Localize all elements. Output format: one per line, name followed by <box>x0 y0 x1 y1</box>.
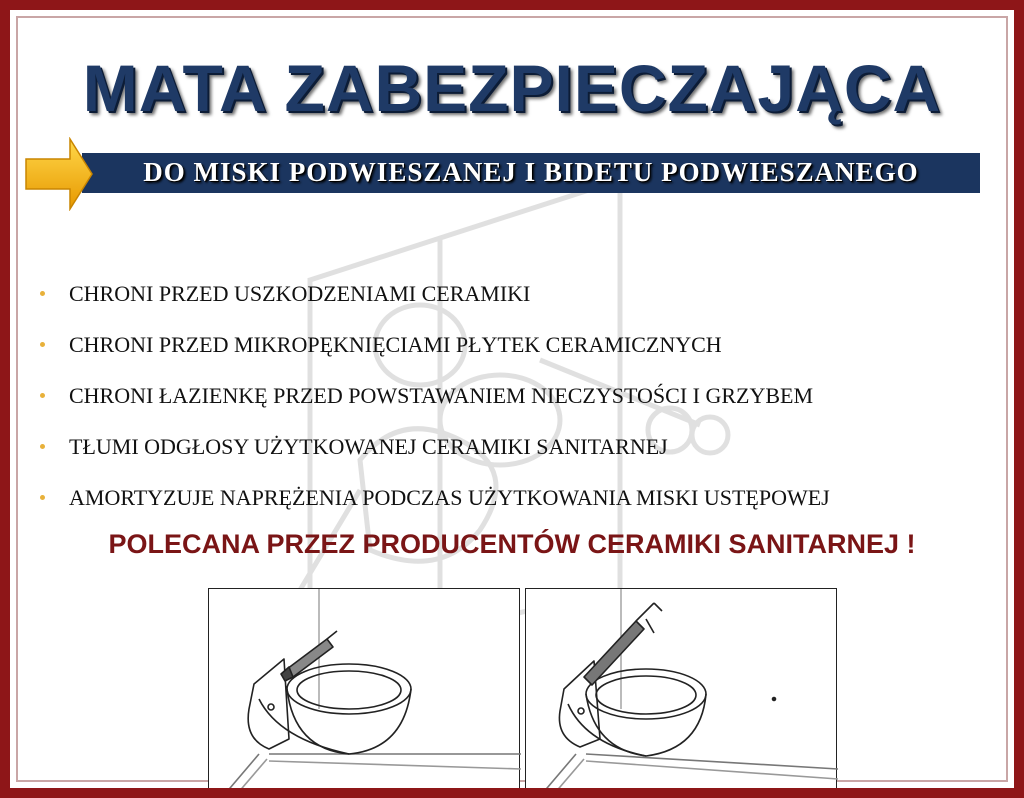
arrow-right-icon <box>24 137 94 211</box>
list-item <box>40 268 830 319</box>
feature-text: AMORTYZUJE NAPRĘŻENIA PODCZAS UŻYTKOWANIA MISKI USTĘPOWEJ <box>69 484 830 510</box>
feature-text: CHRONI ŁAZIENKĘ PRZED POWSTAWANIEM NIECZYSTOŚCI I GRZYBEM <box>69 382 814 408</box>
feature-text: CHRONI PRZED MIKROPĘKNIĘCIAMI PŁYTEK CERAMICZNYCH <box>69 331 722 357</box>
bullet-icon <box>40 393 45 398</box>
subtitle: DO MISKI PODWIESZANEJ I BIDETU PODWIESZANEGO <box>143 157 919 187</box>
feature-text: TŁUMI ODGŁOSY UŻYTKOWANEJ CERAMIKI SANITARNEJ <box>69 433 668 459</box>
toilet-caulking-gun-illustration <box>526 589 838 798</box>
list-item <box>40 421 830 472</box>
subtitle-bar <box>82 153 980 193</box>
recommendation-banner: POLECANA PRZEZ PRODUCENTÓW CERAMIKI SANITARNEJ ! <box>108 529 916 559</box>
illustration-panel-2 <box>525 588 837 798</box>
toilet-sealing-illustration <box>209 589 521 798</box>
list-item <box>40 370 830 421</box>
list-item <box>40 319 830 370</box>
bullet-icon <box>40 495 45 500</box>
feature-list <box>40 268 830 523</box>
bullet-icon <box>40 342 45 347</box>
bullet-icon <box>40 291 45 296</box>
page-title: MATA ZABEZPIECZAJĄCA <box>82 51 942 125</box>
bullet-icon <box>40 444 45 449</box>
illustration-panel-1 <box>208 588 520 798</box>
list-item <box>40 472 830 523</box>
feature-text: CHRONI PRZED USZKODZENIAMI CERAMIKI <box>69 280 531 306</box>
